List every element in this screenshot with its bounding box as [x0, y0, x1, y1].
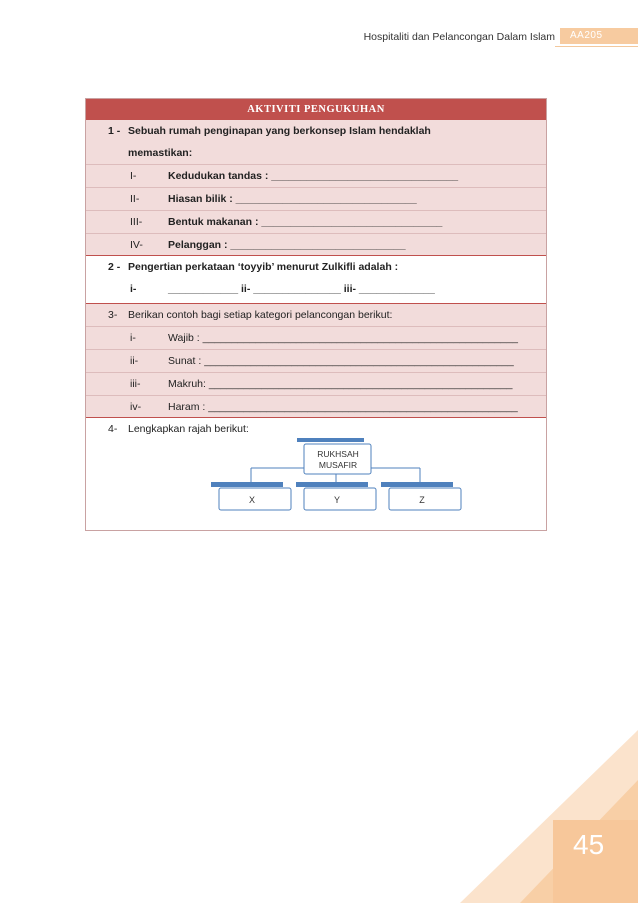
- question-text: Berikan contoh bagi setiap kategori pelancongan berikut:: [128, 309, 393, 321]
- diagram-root-line1: RUKHSAH: [317, 449, 359, 459]
- roman-numeral: i-: [130, 332, 136, 344]
- diagram-label-y: Y: [333, 495, 341, 505]
- answer-blank: Makruh: ____________________________________________________: [168, 378, 513, 390]
- answer-blank: Wajib : ______________________________________________________: [168, 332, 518, 344]
- header-title: Hospitaliti dan Pelancongan Dalam Islam: [363, 31, 555, 43]
- answer-blank: Kedudukan tandas : ________________________________: [168, 170, 459, 182]
- answer-blank: Hiasan bilik : _______________________________: [168, 193, 417, 205]
- answer-blank: Bentuk makanan : _______________________________: [168, 216, 443, 228]
- roman-numeral: ii-: [130, 355, 139, 367]
- answer-blank: Pelanggan : ______________________________: [168, 239, 406, 251]
- roman-numeral: iii-: [130, 378, 141, 390]
- page-number: 45: [573, 829, 605, 860]
- question-text-cont: memastikan:: [128, 147, 193, 159]
- question-number: 3-: [108, 309, 118, 321]
- roman-numeral: III-: [130, 216, 143, 228]
- question-number: 1 -: [108, 125, 121, 137]
- question-number: 4-: [108, 423, 118, 435]
- question-text: Sebuah rumah penginapan yang berkonsep Islam hendaklah: [128, 125, 431, 137]
- answer-blank: Sunat : _____________________________________________________: [168, 355, 514, 367]
- question-text: Lengkapkan rajah berikut:: [128, 423, 249, 435]
- question-number: 2 -: [108, 261, 121, 273]
- activity-heading: AKTIVITI PENGUKUHAN: [86, 99, 546, 120]
- roman-numeral: I-: [130, 170, 137, 182]
- roman-numeral: II-: [130, 193, 140, 205]
- diagram-root-line2: MUSAFIR: [318, 460, 358, 470]
- question-text: Pengertian perkataan ‘toyyib’ menurut Zulkifli adalah :: [128, 261, 399, 273]
- diagram-label-z: Z: [419, 495, 425, 505]
- diagram-label-x: X: [248, 495, 256, 505]
- roman-numeral: IV-: [130, 239, 143, 251]
- answer-blank: Haram : _____________________________________________________: [168, 401, 518, 413]
- answer-blank: ____________ ii- _______________ iii- _____________: [168, 283, 435, 295]
- course-code-badge: AA205: [560, 28, 638, 44]
- roman-numeral: iv-: [130, 401, 142, 413]
- roman-numeral: i-: [130, 283, 137, 295]
